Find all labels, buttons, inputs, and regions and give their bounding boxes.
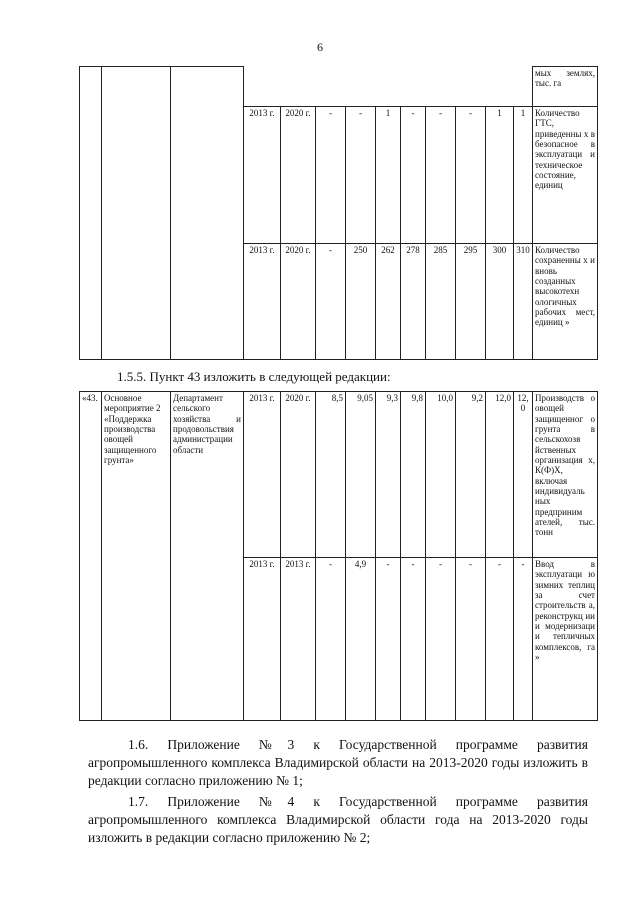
- indicator-desc: Количество ГТС, приведенны х в безопасное в эксплуатаци и техническое состояние, единиц: [533, 107, 598, 244]
- table-row: [80, 67, 598, 107]
- section-note: 1.5.5. Пункт 43 изложить в следующей редакции:: [117, 369, 391, 384]
- program-table-continuation: [79, 66, 598, 360]
- executor: Департамент сельского хозяйства и продовольствия администрации области: [171, 392, 244, 721]
- page-number: 6: [317, 40, 323, 54]
- paragraph-1-7: 1.7. Приложение №4 к Государственной программе развития агропромышленного комплекса Владимирской области года на 2013-2020 годы изложить в редакции согласно приложению № 2;: [88, 794, 588, 845]
- table-row: 2013 г. 2020 г. - 250 262 278 285 295 300 310 Количество сохраненны х и вновь созданных высокотехн ологичных рабочих мест, единиц »: [80, 244, 598, 360]
- paragraph-1-6: 1.6. Приложение №3 к Государственной программе развития агропромышленного комплекса Владимирской области на 2013-2020 годы изложить в редакции согласно приложению № 1;: [88, 737, 588, 788]
- indicator-desc: мых землях, тыс. га: [533, 67, 598, 107]
- item-number: «43.: [80, 392, 102, 721]
- indicator-desc: Ввод в эксплуатаци ю зимних теплиц за счет строительств а, реконструкц ии и модернизаци и тепличных комплексов, га »: [533, 558, 598, 721]
- table-row: 2013 г. 2020 г. - - 1 - - - 1 1 Количество ГТС, приведенны х в безопасное в эксплуатаци и техническое состояние, единиц: [80, 107, 598, 244]
- program-table-item-43: [79, 391, 598, 721]
- measure-name: Основное мероприятие 2 «Поддержка производства овощей защищенного грунта»: [102, 392, 171, 721]
- indicator-desc: Производств о овощей защищенног о грунта в сельскохозя йственных организация х, К(Ф)Х, включая индивидуаль ных предприним ателей, тыс. тонн: [533, 392, 598, 558]
- table-row: «43. Основное мероприятие 2 «Поддержка производства овощей защищенного грунта» Департамент сельского хозяйства и продовольствия администрации области 2013 г. 2020 г. 8,5 9,05 9,3 9,8 10,0 9,2 12,0 12, 0 Производств о овощей защищенног о грунта в сельскохозя йственных организация х, К(Ф)Х, включая индивидуаль ных предприним ателей, тыс. тонн: [80, 392, 598, 558]
- table-row: 2013 г. 2013 г. - 4,9 - - - - - - Ввод в эксплуатаци ю зимних теплиц за счет строительств а, реконструкц ии и модернизаци и тепличных комплексов, га »: [80, 558, 598, 721]
- indicator-desc: Количество сохраненны х и вновь созданных высокотехн ологичных рабочих мест, единиц »: [533, 244, 598, 360]
